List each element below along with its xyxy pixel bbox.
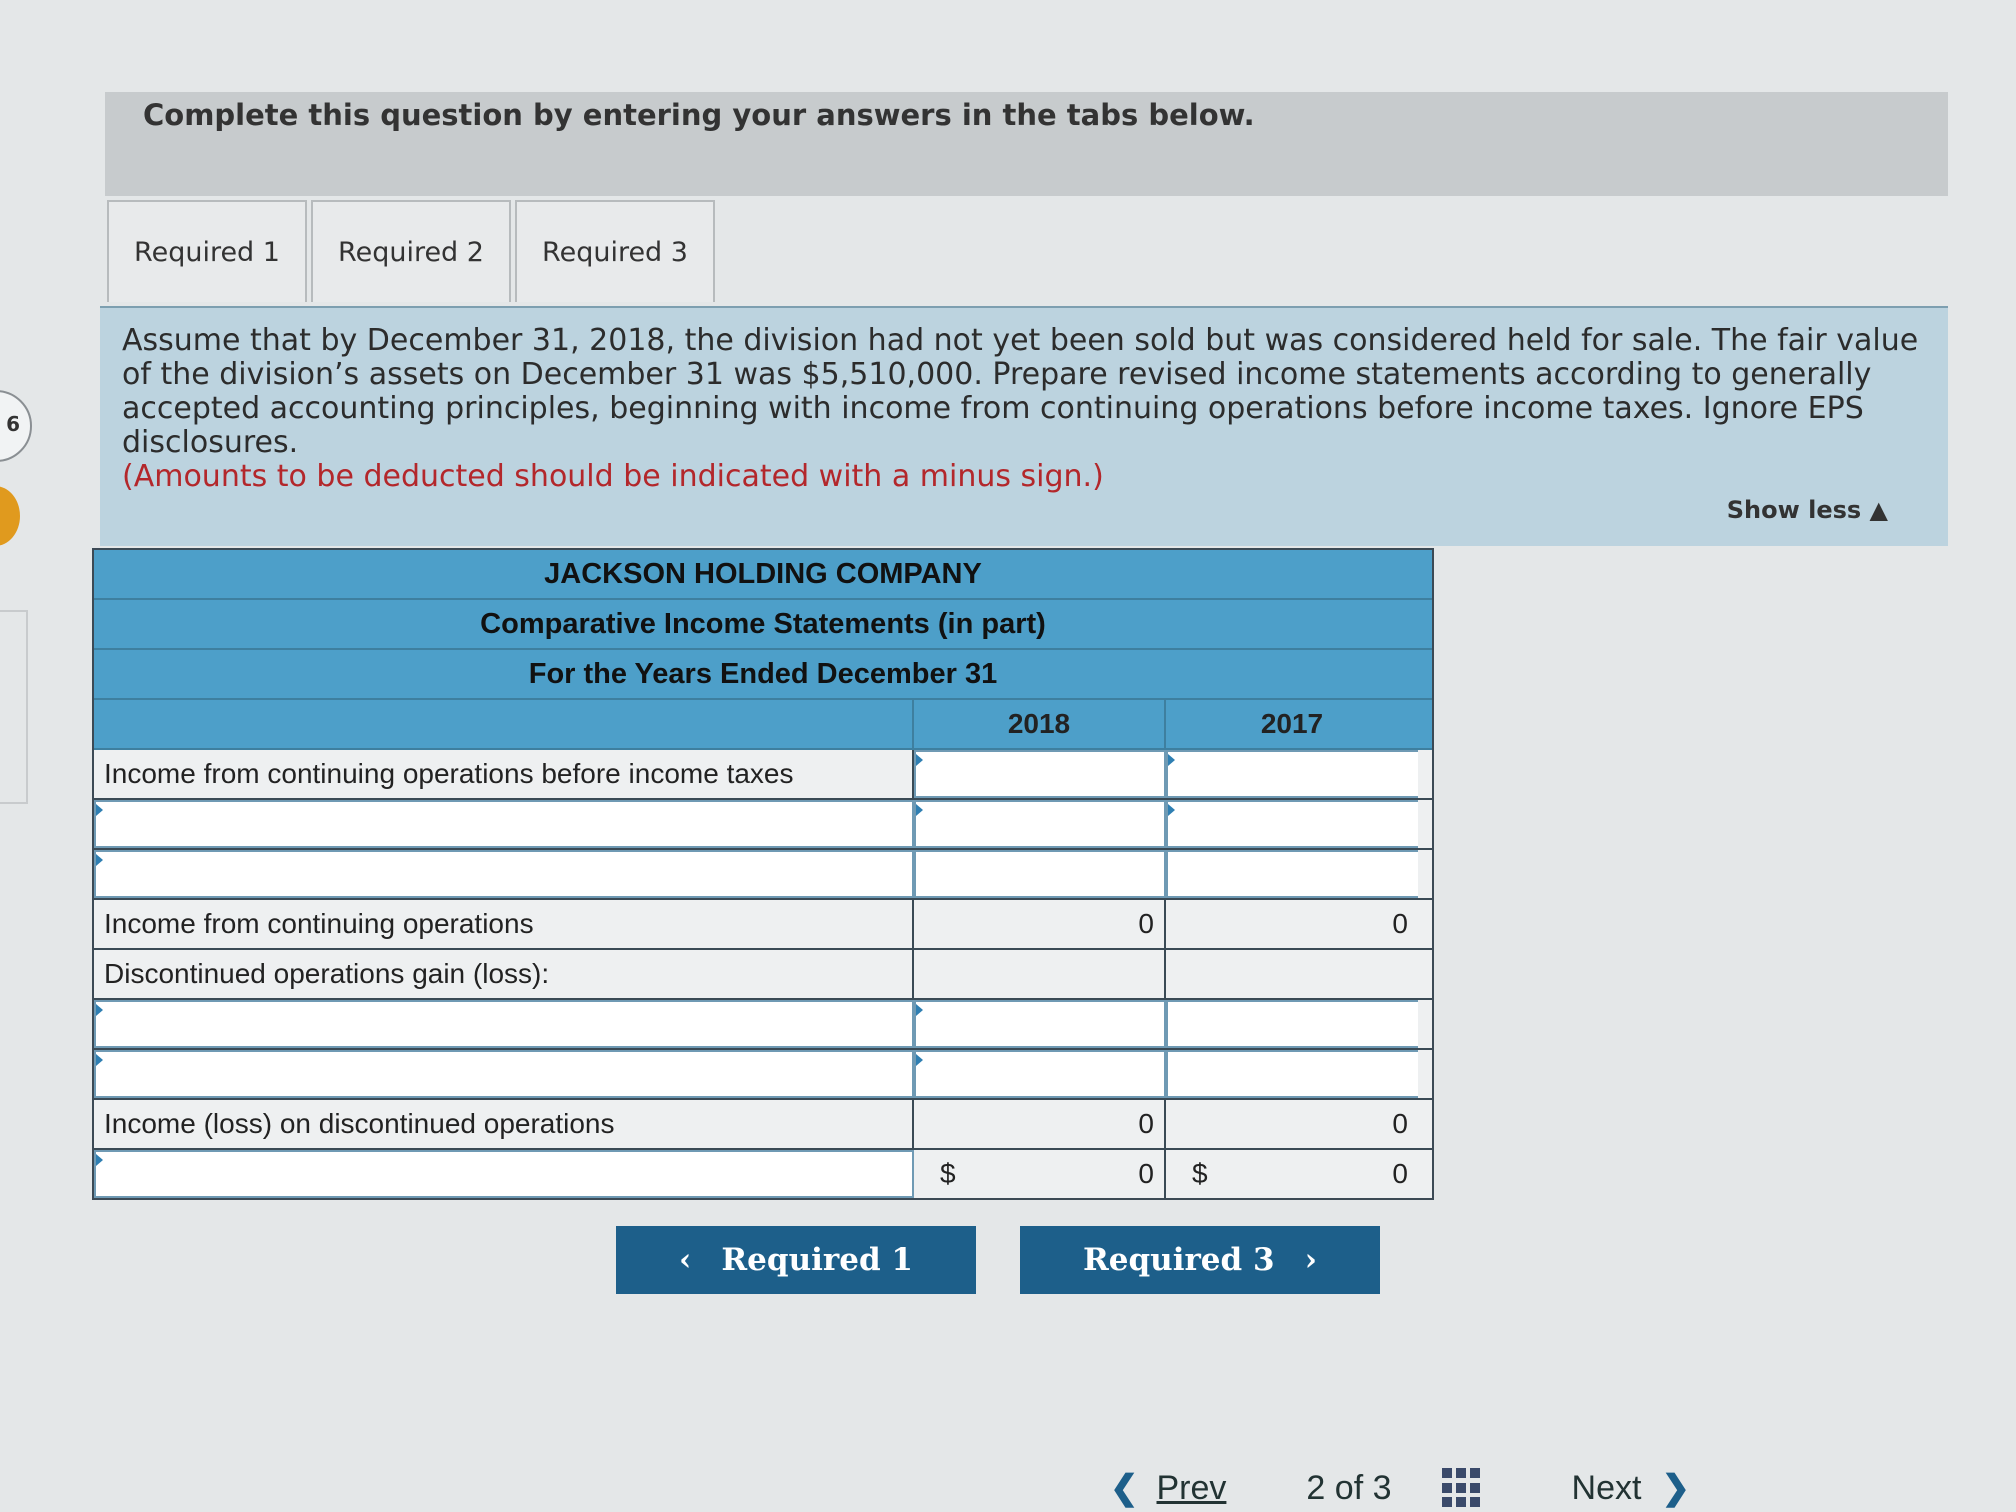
table-row — [94, 750, 1432, 800]
year-header-row — [94, 700, 1432, 750]
row-label-input-3[interactable] — [94, 1000, 914, 1048]
row-label-input-2[interactable] — [94, 850, 914, 898]
table-row — [94, 1150, 1432, 1198]
chevron-left-icon: ‹ — [679, 1242, 692, 1278]
row-label-income-discontinued: Income (loss) on discontinued operations — [94, 1100, 914, 1148]
income-discontinued-2018: 0 — [914, 1100, 1166, 1148]
row-label-income-continuing: Income from continuing operations — [94, 900, 914, 948]
total-2018 — [914, 1150, 1166, 1198]
table-row — [94, 1100, 1432, 1150]
question-number-badge[interactable] — [0, 390, 32, 462]
row-2-2017-input[interactable] — [1166, 850, 1418, 898]
chevron-right-icon: › — [1304, 1242, 1317, 1278]
show-less-link[interactable]: Show less ▲ — [1726, 496, 1888, 524]
row-label-input-1[interactable] — [94, 800, 914, 848]
tab-bar — [107, 200, 719, 304]
row-4-2017-input[interactable] — [1166, 1050, 1418, 1098]
page-count — [1306, 1469, 1391, 1508]
question-prompt — [122, 324, 1922, 494]
table-row — [94, 900, 1432, 950]
statement-title: Comparative Income Statements (in part) — [94, 600, 1432, 650]
question-number: 6 — [6, 412, 20, 436]
instruction-text: Complete this question by entering your answers in the tabs below. — [143, 98, 1255, 132]
table-row — [94, 800, 1432, 850]
year-header-blank — [94, 700, 914, 748]
year-2017-header: 2017 — [1260, 708, 1324, 739]
instruction-bar — [105, 92, 1948, 196]
tab-required-2[interactable]: Required 2 — [311, 200, 511, 302]
status-dot — [0, 486, 20, 546]
row-4-2018-input[interactable] — [914, 1050, 1166, 1098]
income-statement-table — [92, 548, 1434, 1200]
table-row — [94, 1050, 1432, 1100]
chevron-right-icon: ❯ — [1661, 1469, 1690, 1507]
tab-required-3[interactable]: Required 3 — [515, 200, 715, 302]
total-2018-value: 0 — [1138, 1158, 1154, 1189]
income-before-taxes-2017-input[interactable] — [1166, 750, 1418, 798]
chevron-left-icon: ❮ — [1110, 1469, 1139, 1507]
page-current: 2 — [1306, 1468, 1326, 1507]
next-required-button[interactable] — [1020, 1226, 1380, 1294]
table-row — [94, 850, 1432, 900]
discontinued-header-2017 — [1166, 950, 1418, 998]
income-continuing-2017: 0 — [1392, 908, 1408, 939]
prev-required-label: Required 1 — [721, 1242, 913, 1278]
prev-required-button[interactable] — [616, 1226, 976, 1294]
side-panel-edge — [0, 610, 28, 804]
prompt-text: Assume that by December 31, 2018, the division had not yet been sold but was considered held for sale. The fair value of the division’s assets on December 31 was $5,510,000. Prepare revised income statements according to generally accepted accounting principles, beginning with income from continuing operations before income taxes. Ignore EPS disclosures. — [122, 323, 1919, 460]
page-total: 3 — [1372, 1468, 1392, 1507]
income-continuing-2018: 0 — [914, 900, 1166, 948]
row-2-2018-input[interactable] — [914, 850, 1166, 898]
row-label-input-4[interactable] — [94, 1050, 914, 1098]
total-2017 — [1166, 1150, 1418, 1198]
prompt-note: (Amounts to be deducted should be indicated with a minus sign.) — [122, 459, 1104, 494]
statement-period: For the Years Ended December 31 — [94, 650, 1432, 700]
row-1-2017-input[interactable] — [1166, 800, 1418, 848]
company-name: JACKSON HOLDING COMPANY — [94, 550, 1432, 600]
next-required-label: Required 3 — [1083, 1242, 1275, 1278]
total-2017-value: 0 — [1392, 1158, 1408, 1189]
income-discontinued-2017: 0 — [1392, 1108, 1408, 1139]
tab-required-1[interactable]: Required 1 — [107, 200, 307, 302]
page-of: of — [1334, 1468, 1364, 1507]
row-label-input-total[interactable] — [94, 1150, 914, 1198]
question-panel — [100, 306, 1948, 546]
next-question-link[interactable] — [1572, 1468, 1690, 1508]
row-3-2018-input[interactable] — [914, 1000, 1166, 1048]
table-row — [94, 1000, 1432, 1050]
row-1-2018-input[interactable] — [914, 800, 1166, 848]
prev-question-link[interactable] — [1110, 1468, 1226, 1508]
row-label-discontinued-header: Discontinued operations gain (loss): — [94, 950, 914, 998]
row-3-2017-input[interactable] — [1166, 1000, 1418, 1048]
table-row — [94, 950, 1432, 1000]
discontinued-header-2018 — [914, 950, 1166, 998]
row-label-income-before-taxes: Income from continuing operations before income taxes — [94, 750, 914, 798]
currency-symbol: $ — [1192, 1158, 1208, 1189]
income-before-taxes-2018-input[interactable] — [914, 750, 1166, 798]
question-grid-icon[interactable] — [1442, 1468, 1482, 1508]
currency-symbol: $ — [940, 1158, 956, 1189]
next-label: Next — [1571, 1468, 1642, 1507]
question-pager — [1110, 1468, 1690, 1508]
year-2018-header: 2018 — [914, 700, 1166, 748]
prev-label: Prev — [1156, 1468, 1227, 1507]
